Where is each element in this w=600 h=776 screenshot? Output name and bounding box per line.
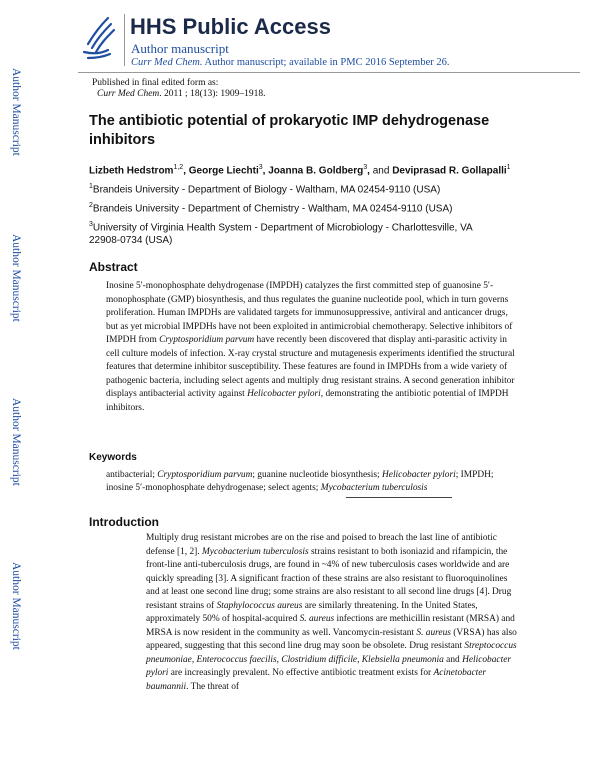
header-divider <box>124 14 125 66</box>
introduction-heading: Introduction <box>89 515 159 529</box>
header-rule <box>78 72 580 73</box>
hhs-public-access-title: HHS Public Access <box>130 14 331 39</box>
published-in-label: Published in final edited form as: <box>92 78 219 88</box>
keywords-text: antibacterial; Cryptosporidium parvum; guanine nucleotide biosynthesis; Helicobacter pylori; IMPDH; inosine 5′-monophosphate dehydrogenase; select agents; Mycobacterium tuberculosis <box>106 470 494 493</box>
affiliation: $^3$University of Virginia Health System - Department of Microbiology - Charlottesville, VA 22908-0734 (USA) <box>89 221 473 247</box>
author-name: Joanna B. Goldberg <box>268 165 364 177</box>
abstract-heading: Abstract <box>89 260 138 274</box>
keywords-rule <box>346 497 452 498</box>
published-citation: Curr Med Chem. 2011 ; 18(13): 1909–1918. <box>97 89 266 99</box>
author-name: Lizbeth Hedstrom <box>89 165 174 177</box>
article-title: The antibiotic potential of prokaryotic IMP dehydrogenase inhibitors <box>89 113 490 148</box>
side-label-author-manuscript: Author Manuscript <box>10 398 22 486</box>
citation-line: Curr Med Chem. Author manuscript; available in PMC 2016 September 26. <box>131 57 450 68</box>
affiliation: $^2$Brandeis University - Department of Chemistry - Waltham, MA 02454-9110 (USA) <box>89 202 453 215</box>
keywords-heading: Keywords <box>89 452 137 463</box>
side-label-author-manuscript: Author Manuscript <box>10 68 22 156</box>
affiliation: $^1$Brandeis University - Department of Biology - Waltham, MA 02454-9110 (USA) <box>89 183 441 196</box>
hhs-eagle-logo-icon <box>78 12 120 62</box>
author-list: Lizbeth Hedstrom$^{1,2}$, George Liechti$^3$, Joanna B. Goldberg$^3$, and Deviprasad R. Gollapalli$^1$ <box>89 164 511 177</box>
author-name: George Liechti <box>188 165 259 177</box>
side-label-author-manuscript: Author Manuscript <box>10 562 22 650</box>
abstract-text: Inosine 5′-monophosphate dehydrogenase (IMPDH) catalyzes the first committed step of guanosine 5′-monophosphate (GMP) biosynthesis, and thus regulates the guanine nucleotide pool, which in turn governs proliferation. Human IMPDHs are validated targets for immunosuppressive, antiviral and anticancer drugs, but as yet microbial IMPDHs have not been exploited in antimicrobial chemotherapy. Selective inhibitors of IMPDH from Cryptosporidium parvum have recently been discovered that display anti-parasitic activity in cell culture models of infection. X-ray crystal structure and mutagenesis experiments identified the structural features that determine inhibitor susceptibility. These features are found in IMPDHs from a wide variety of pathogenic bacteria, including select agents and multiply drug resistant strains. A second generation inhibitor displays antibacterial activity against Helicobacter pylori, demonstrating the antibiotic potential of IMPDH inhibitors. <box>106 281 515 413</box>
author-manuscript-label: Author manuscript <box>131 41 229 56</box>
side-label-author-manuscript: Author Manuscript <box>10 234 22 322</box>
author-name: Deviprasad R. Gollapalli <box>392 165 507 177</box>
introduction-text: Multiply drug resistant microbes are on the rise and poised to breach the last line of antibiotic defense [1, 2]. Mycobacterium tuberculosis strains resistant to both isoniazid and rifampicin, the front-line anti-tuberculosis drugs, are found in ~4% of new tuberculosis cases worldwide and are quickly spreading [3]. A significant fraction of these strains are also resistant to fluoroquinolines and at least one second line drug; some strains are also resistant to all second line drugs [4]. Drug resistant strains of Staphylococcus aureus are similarly threatening. In the United States, approximately 50% of hospital-acquired S. aureus infections are methicillin resistant (MRSA) and MRSA is now resident in the community as well. Vancomycin-resistant S. aureus (VRSA) has also appeared, suggesting that this second line drug may soon be obsolete. Drug resistant Streptococcus pneumoniae, Enterococcus faecilis, Clostridium difficile, Klebsiella pneumonia and Helicobacter pylori are increasingly prevalent. No effective antibiotic treatment exists for Acinetobacter baumannii. The threat of <box>146 533 517 693</box>
